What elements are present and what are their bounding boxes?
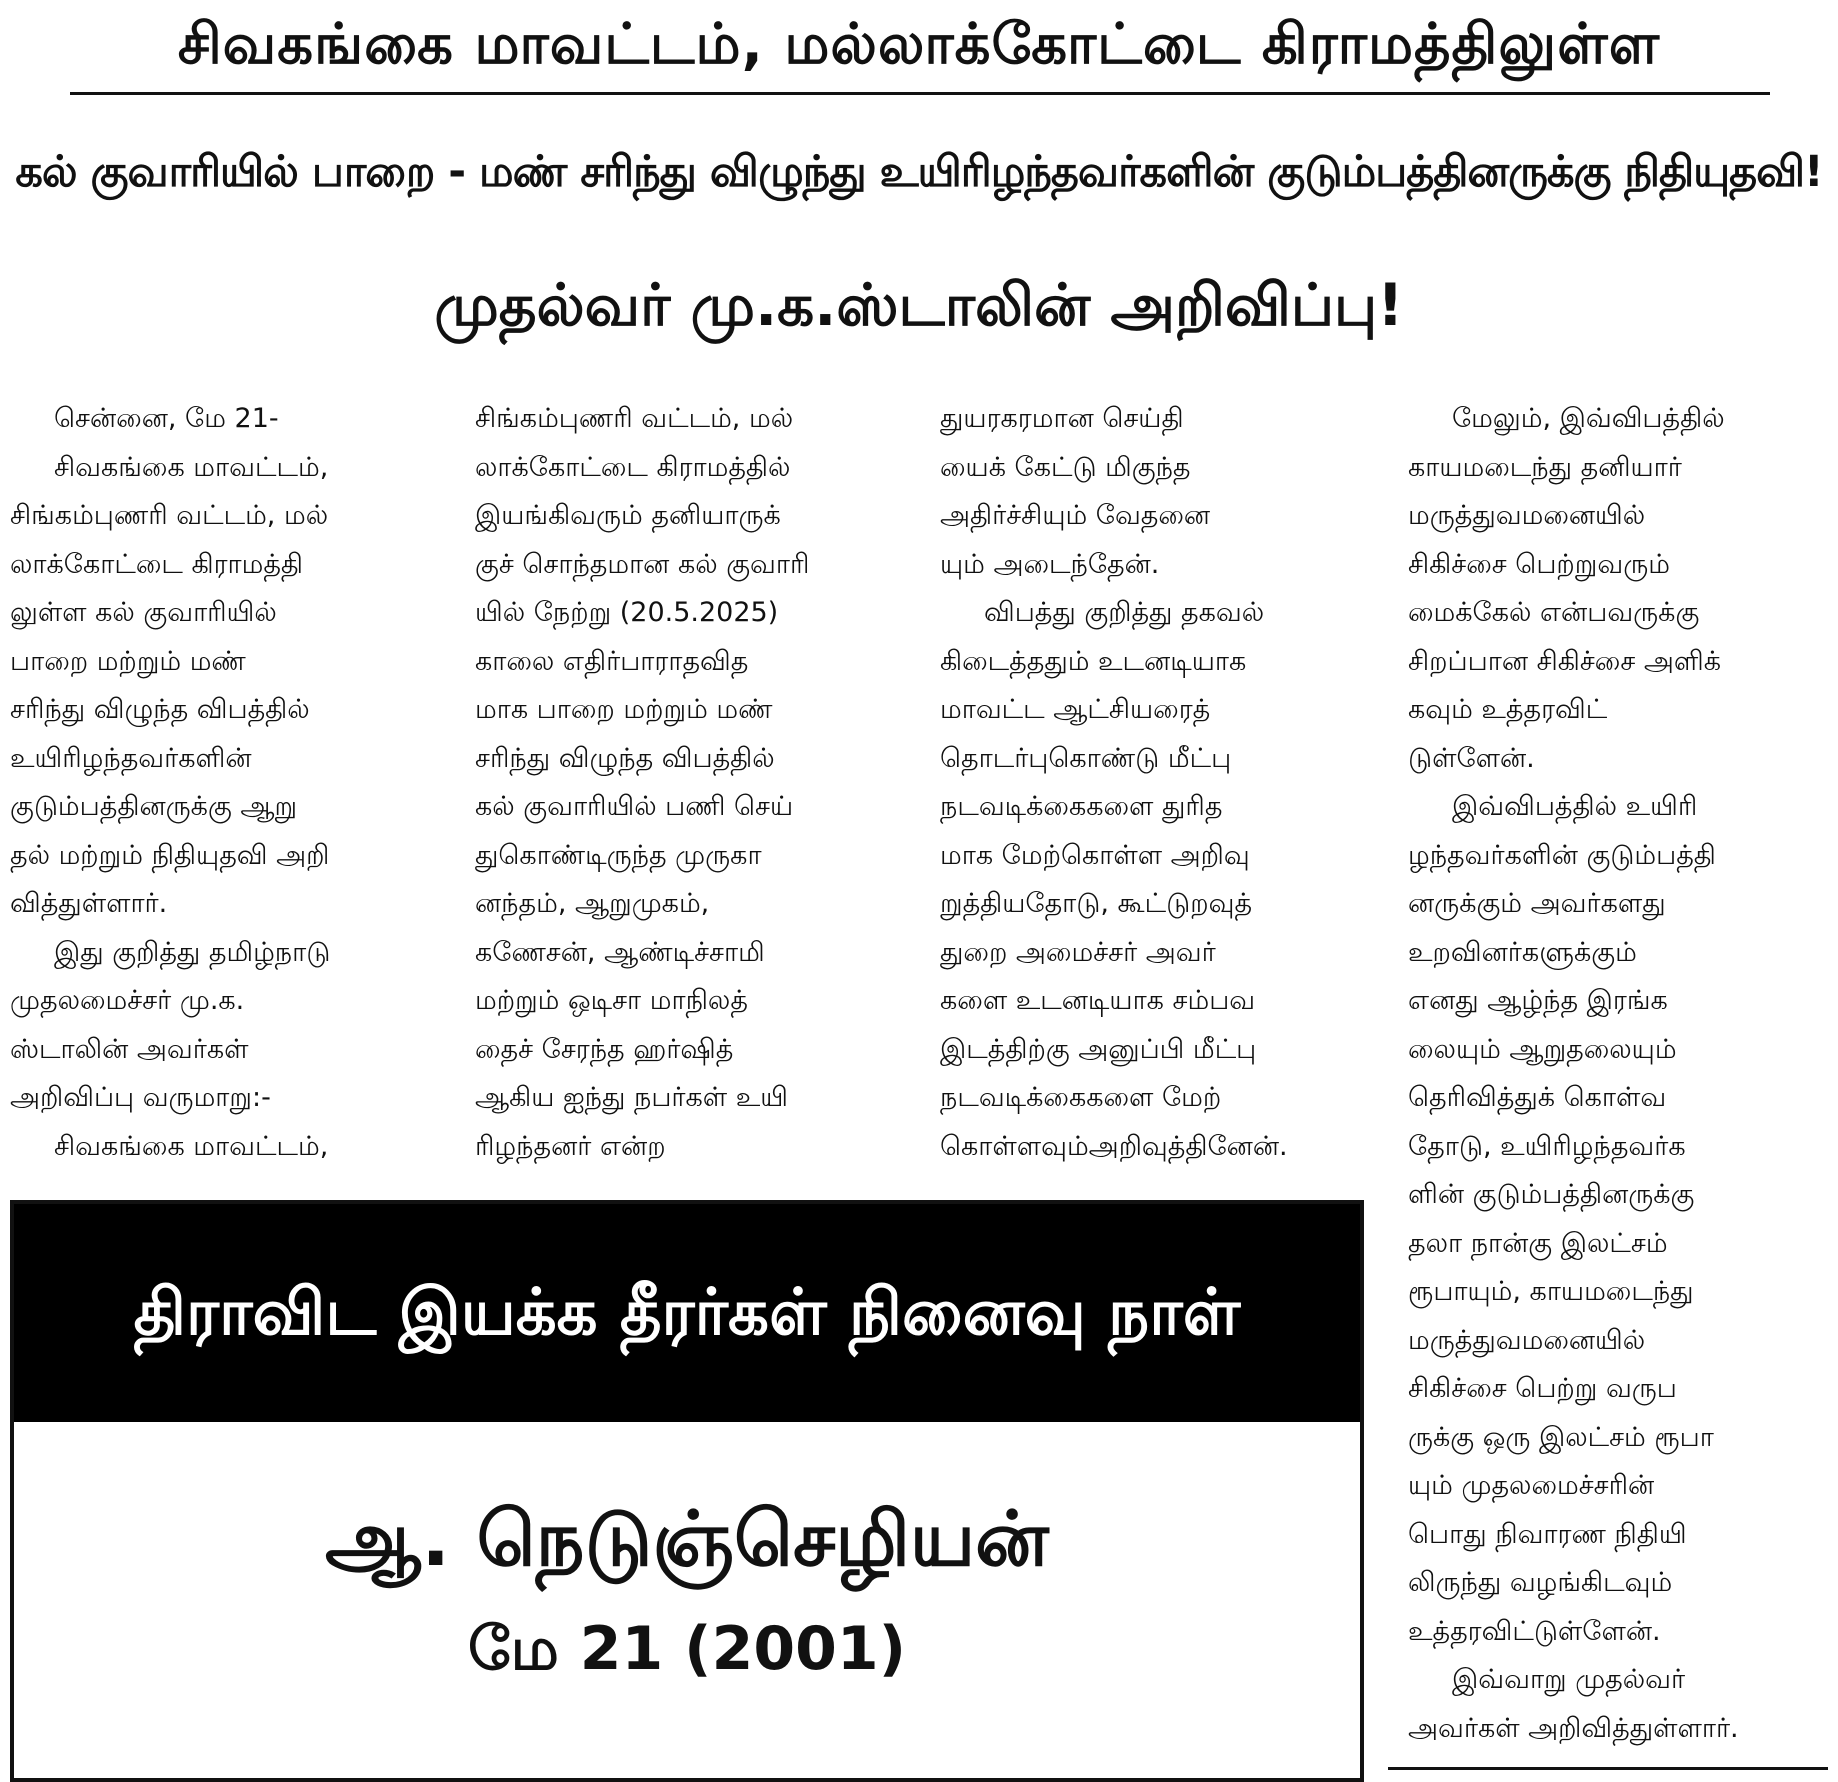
article-line: டுள்ளேன். (1408, 742, 1535, 774)
article-line: தோடு, உயிரிழந்தவர்க (1408, 1130, 1686, 1162)
headline-main: கல் குவாரியில் பாறை - மண் சரிந்து விழுந்து உயிரிழந்தவர்களின் குடும்பத்தினருக்கு நிதியுதவி! (15, 147, 1823, 197)
article-line: உத்தரவிட்டுள்ளேன். (1408, 1615, 1661, 1647)
article-line: மாக மேற்கொள்ள அறிவு (940, 839, 1250, 871)
article-line: லாக்கோட்டை கிராமத்தில் (475, 451, 791, 483)
article-line: உயிரிழந்தவர்களின் (10, 742, 252, 774)
article-line: ருக்கு ஒரு இலட்சம் ரூபா (1408, 1421, 1714, 1453)
article-line: தலா நான்கு இலட்சம் (1408, 1227, 1668, 1259)
article-line: லையும் ஆறுதலையும் (1408, 1033, 1677, 1065)
article-line: அறிவிப்பு வருமாறு:- (10, 1082, 271, 1113)
article-line: ரூபாயும், காயமடைந்து (1408, 1276, 1694, 1307)
headline-sub: முதல்வர் மு.க.ஸ்டாலின் அறிவிப்பு! (434, 271, 1404, 339)
article-line: யைக் கேட்டு மிகுந்த (940, 451, 1191, 483)
article-line: அதிர்ச்சியும் வேதனை (940, 500, 1211, 531)
article-line: குடும்பத்தினருக்கு ஆறு (10, 791, 298, 822)
article-line: மாவட்ட ஆட்சியரைத் (940, 694, 1211, 725)
article-line: மேலும், இவ்விபத்தில் (1452, 403, 1725, 434)
article-line: கணேசன், ஆண்டிச்சாமி (475, 936, 765, 968)
article-column-2 (475, 395, 909, 1171)
article-line: ஸ்டாலின் அவர்கள் (10, 1033, 249, 1065)
article-line: னருக்கும் அவர்களது (1408, 888, 1666, 919)
article-column-4 (1408, 395, 1836, 1753)
article-line: கவும் உத்தரவிட் (1408, 694, 1608, 725)
article-line: காயமடைந்து தனியார் (1408, 451, 1682, 483)
article-line: கொள்ளவும்அறிவுத்தினேன். (940, 1130, 1288, 1162)
article-line: இவ்விபத்தில் உயிரி (1452, 791, 1698, 822)
article-line: ஆகிய ஐந்து நபர்கள் உயி (475, 1082, 788, 1113)
memorial-header: திராவிட இயக்க தீரர்கள் நினைவு நாள் (14, 1204, 1360, 1422)
article-line: கல் குவாரியில் பணி செய் (475, 791, 794, 822)
article-line: எனது ஆழ்ந்த இரங்க (1408, 985, 1668, 1016)
article-line: உறவினர்களுக்கும் (1408, 936, 1637, 968)
article-line: விபத்து குறித்து தகவல் (984, 597, 1265, 628)
memorial-name: ஆ. நெடுஞ்செழியன் (325, 1494, 1049, 1583)
article-line: லாக்கோட்டை கிராமத்தி (10, 548, 304, 580)
article-line: மற்றும் ஒடிசா மாநிலத் (475, 985, 748, 1016)
article-line: சென்னை, மே 21- (54, 403, 279, 434)
article-line: ளின் குடும்பத்தினருக்கு (1408, 1179, 1695, 1210)
article-line: துயரகரமான செய்தி (940, 403, 1184, 434)
article-line: தொடர்புகொண்டு மீட்பு (940, 742, 1232, 774)
article-column-3 (940, 395, 1374, 1171)
article-line: கிடைத்ததும் உடனடியாக (940, 645, 1247, 677)
article-line: குச் சொந்தமான கல் குவாரி (475, 548, 810, 580)
article-line: றுத்தியதோடு, கூட்டுறவுத் (940, 888, 1253, 919)
article-line: சிங்கம்புணரி வட்டம், மல் (475, 403, 794, 434)
article-line: காலை எதிர்பாராதவித (475, 645, 749, 677)
article-line: னந்தம், ஆறுமுகம், (475, 888, 710, 919)
article-line: ரிழந்தனர் என்ற (475, 1130, 666, 1162)
article-line: நடவடிக்கைகளை துரித (940, 791, 1223, 822)
article-line: துகொண்டிருந்த முருகா (475, 839, 762, 871)
article-line: சிங்கம்புணரி வட்டம், மல் (10, 500, 329, 531)
article-line: மாக பாறை மற்றும் மண் (475, 694, 773, 725)
article-line: சிவகங்கை மாவட்டம், (54, 1130, 329, 1162)
article-line: சிகிச்சை பெற்று வருப (1408, 1373, 1677, 1404)
article-line: துறை அமைச்சர் அவர் (940, 936, 1216, 968)
article-line: தல் மற்றும் நிதியுதவி அறி (10, 839, 330, 871)
memorial-box (10, 1200, 1364, 1782)
article-line: இயங்கிவரும் தனியாருக் (475, 500, 781, 531)
article-line: களை உடனடியாக சம்பவ (940, 985, 1256, 1016)
memorial-date: மே 21 (2001) (468, 1614, 906, 1684)
article-line: இவ்வாறு முதல்வர் (1452, 1664, 1686, 1695)
article-line: சிறப்பான சிகிச்சை அளிக் (1408, 645, 1722, 677)
article-line: இது குறித்து தமிழ்நாடு (54, 936, 331, 968)
article-line: யில் நேற்று (20.5.2025) (475, 597, 779, 628)
article-line: தைச் சேரந்த ஹர்ஷித் (475, 1033, 734, 1065)
article-line: லிருந்து வழங்கிடவும் (1408, 1567, 1673, 1598)
article-line: நடவடிக்கைகளை மேற் (940, 1082, 1222, 1113)
article-line: பொது நிவாரண நிதியி (1408, 1518, 1687, 1550)
article-line: மருத்துவமனையில் (1408, 1324, 1646, 1356)
article-line: இடத்திற்கு அனுப்பி மீட்பு (940, 1033, 1257, 1065)
article-line: லுள்ள கல் குவாரியில் (10, 597, 277, 628)
article-line: சரிந்து விழுந்த விபத்தில் (475, 742, 775, 774)
article-line: யும் முதலமைச்சரின் (1408, 1470, 1655, 1501)
article-line: அவர்கள் அறிவித்துள்ளார். (1408, 1712, 1739, 1744)
article-line: சிவகங்கை மாவட்டம், (54, 451, 329, 483)
article-line: தெரிவித்துக் கொள்வ (1408, 1082, 1667, 1113)
headline-top: சிவகங்கை மாவட்டம், மல்லாக்கோட்டை கிராமத்திலுள்ள (177, 12, 1661, 77)
article-line: ழந்தவர்களின் குடும்பத்தி (1408, 839, 1716, 871)
article-line: மருத்துவமனையில் (1408, 500, 1646, 531)
article-line: முதலமைச்சர் மு.க. (10, 985, 245, 1016)
article-column-1 (10, 395, 444, 1171)
article-line: சிகிச்சை பெற்றுவரும் (1408, 548, 1670, 580)
article-line: வித்துள்ளார். (10, 888, 168, 919)
article-line: பாறை மற்றும் மண் (10, 645, 246, 677)
article-line: சரிந்து விழுந்த விபத்தில் (10, 694, 310, 725)
article-line: மைக்கேல் என்பவருக்கு (1408, 597, 1700, 628)
headline-rule (70, 92, 1770, 95)
column-end-rule (1388, 1767, 1828, 1770)
article-line: யும் அடைந்தேன். (940, 548, 1160, 580)
